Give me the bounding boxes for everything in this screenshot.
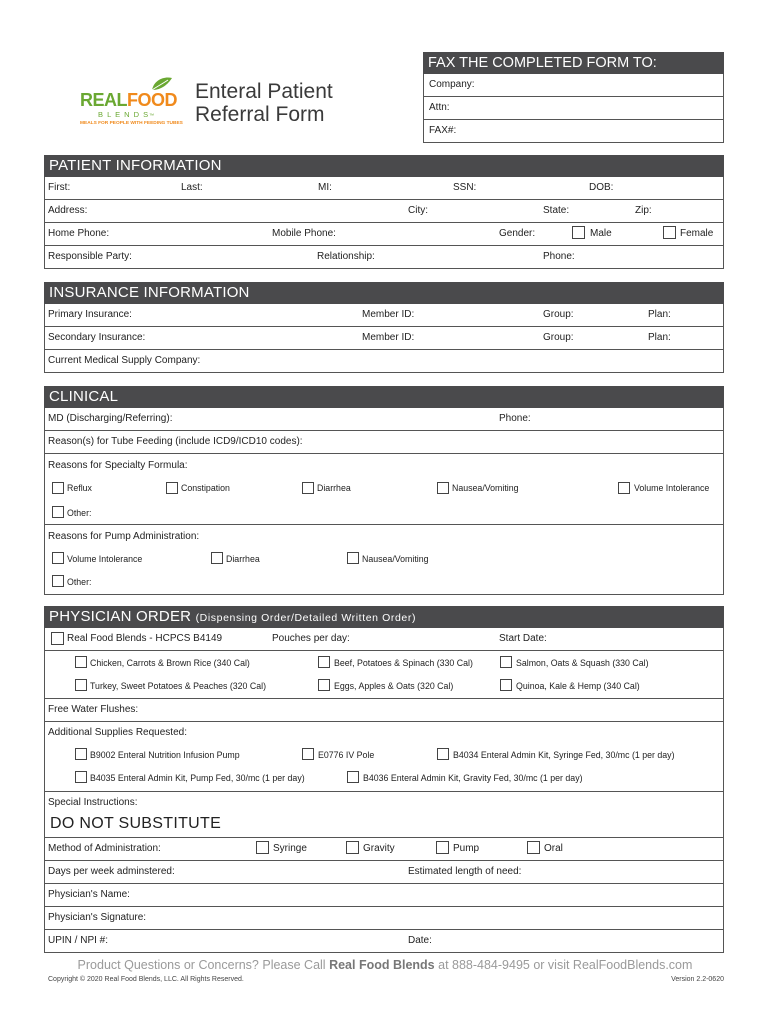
supply-e0776-checkbox[interactable] xyxy=(302,748,314,760)
product-row[interactable] xyxy=(44,628,724,651)
flavor-salmon-label: Salmon, Oats & Squash (330 Cal) xyxy=(516,658,649,668)
flavor-salmon-checkbox[interactable] xyxy=(500,656,512,668)
flavor-turkey-label: Turkey, Sweet Potatoes & Peaches (320 Cal) xyxy=(90,681,267,691)
supplies-block xyxy=(44,722,724,792)
footer-brand: Real Food Blends xyxy=(329,958,435,972)
supply-e0776-label: E0776 IV Pole xyxy=(318,750,375,760)
water-flush-row[interactable] xyxy=(44,699,724,722)
pump-other-label: Other: xyxy=(67,577,92,587)
specialty-formula-block xyxy=(44,454,724,525)
copyright-text: Copyright © 2020 Real Food Blends, LLC. All Rights Reserved. xyxy=(48,976,244,983)
length-of-need-label: Estimated length of need: xyxy=(408,866,522,877)
patient-address-row[interactable] xyxy=(44,200,724,223)
patient-info-heading: PATIENT INFORMATION xyxy=(44,155,724,177)
supply-b4034-checkbox[interactable] xyxy=(437,748,449,760)
fax-number-label: FAX#: xyxy=(429,125,457,136)
supply-b4036-label: B4036 Enteral Admin Kit, Gravity Fed, 30/mc (1 per day) xyxy=(363,773,583,783)
physician-name-label: Physician's Name: xyxy=(48,889,130,900)
tube-feeding-reasons-label: Reason(s) for Tube Feeding (include ICD9/ICD10 codes): xyxy=(48,436,303,447)
reflux-label: Reflux xyxy=(67,483,92,493)
insurance-info-heading: INSURANCE INFORMATION xyxy=(44,282,724,304)
city-label: City: xyxy=(408,205,428,216)
state-label: State: xyxy=(543,205,570,216)
flavor-chicken-checkbox[interactable] xyxy=(75,656,87,668)
product-label: Real Food Blends - HCPCS B4149 xyxy=(67,633,223,644)
diarrhea-checkbox[interactable] xyxy=(302,482,314,494)
fax-company-label: Company: xyxy=(429,79,475,90)
logo-tm: ™ xyxy=(149,113,156,119)
md-phone-label: Phone: xyxy=(499,413,531,424)
first-name-label: First: xyxy=(48,182,71,193)
primary-group-label: Group: xyxy=(543,309,574,320)
constipation-checkbox[interactable] xyxy=(166,482,178,494)
upin-row[interactable] xyxy=(44,930,724,953)
dob-label: DOB: xyxy=(589,182,614,193)
flavor-eggs-checkbox[interactable] xyxy=(318,679,330,691)
physician-signature-row[interactable] xyxy=(44,907,724,930)
md-row[interactable] xyxy=(44,408,724,431)
secondary-insurance-row[interactable] xyxy=(44,327,724,350)
water-flush-label: Free Water Flushes: xyxy=(48,704,139,715)
product-checkbox[interactable] xyxy=(51,632,64,645)
specialty-other-label: Other: xyxy=(67,508,92,518)
address-label: Address: xyxy=(48,205,88,216)
primary-insurance-row[interactable] xyxy=(44,304,724,327)
method-pump-label: Pump xyxy=(453,843,480,854)
volume-intolerance-label: Volume Intolerance xyxy=(634,483,710,493)
flavor-beef-checkbox[interactable] xyxy=(318,656,330,668)
method-oral-label: Oral xyxy=(544,843,563,854)
flavor-beef-label: Beef, Potatoes & Spinach (330 Cal) xyxy=(334,658,473,668)
fax-company-field[interactable] xyxy=(423,74,724,97)
physician-order-title: PHYSICIAN ORDER xyxy=(49,608,192,625)
logo-word-food: FOOD xyxy=(127,90,177,110)
reflux-checkbox[interactable] xyxy=(52,482,64,494)
logo-word-blends: B L E N D S xyxy=(98,110,150,119)
zip-label: Zip: xyxy=(635,205,652,216)
diarrhea-label: Diarrhea xyxy=(317,483,351,493)
supply-b4035-checkbox[interactable] xyxy=(75,771,87,783)
method-gravity-label: Gravity xyxy=(363,843,395,854)
pump-other-checkbox[interactable] xyxy=(52,575,64,587)
supplies-label: Additional Supplies Requested: xyxy=(48,727,187,738)
fax-attn-field[interactable] xyxy=(423,97,724,120)
gender-label: Gender: xyxy=(499,228,536,239)
mi-label: MI: xyxy=(318,182,332,193)
method-syringe-label: Syringe xyxy=(273,843,307,854)
pump-admin-block xyxy=(44,525,724,595)
fax-heading: FAX THE COMPLETED FORM TO: xyxy=(423,52,724,74)
footer-contact-prefix: Product Questions or Concerns? Please Call xyxy=(77,958,330,972)
patient-name-row[interactable] xyxy=(44,177,724,200)
supply-b4036-checkbox[interactable] xyxy=(347,771,359,783)
secondary-member-id-label: Member ID: xyxy=(362,332,415,343)
method-pump-checkbox[interactable] xyxy=(436,841,449,854)
physician-name-row[interactable] xyxy=(44,884,724,907)
primary-member-id-label: Member ID: xyxy=(362,309,415,320)
clinical-heading: CLINICAL xyxy=(44,386,724,408)
female-checkbox[interactable] xyxy=(663,226,676,239)
relationship-label: Relationship: xyxy=(317,251,375,262)
fax-attn-label: Attn: xyxy=(429,102,450,113)
home-phone-label: Home Phone: xyxy=(48,228,110,239)
do-not-substitute-text: DO NOT SUBSTITUTE xyxy=(50,815,222,832)
logo-word-real: REAL xyxy=(80,90,127,110)
supply-company-label: Current Medical Supply Company: xyxy=(48,355,201,366)
physician-order-subtitle: (Dispensing Order/Detailed Written Order) xyxy=(195,612,417,624)
secondary-plan-label: Plan: xyxy=(648,332,671,343)
flavors-block xyxy=(44,651,724,699)
supply-company-row[interactable] xyxy=(44,350,724,373)
tube-feeding-reasons-row[interactable] xyxy=(44,431,724,454)
physician-signature-label: Physician's Signature: xyxy=(48,912,147,923)
method-label: Method of Administration: xyxy=(48,843,161,854)
method-gravity-checkbox[interactable] xyxy=(346,841,359,854)
supply-b4034-label: B4034 Enteral Admin Kit, Syringe Fed, 30/mc (1 per day) xyxy=(453,750,675,760)
form-title-line1: Enteral Patient xyxy=(195,80,333,103)
constipation-label: Constipation xyxy=(181,483,230,493)
pump-volume-label: Volume Intolerance xyxy=(67,554,143,564)
special-instructions-label: Special Instructions: xyxy=(48,797,138,808)
secondary-group-label: Group: xyxy=(543,332,574,343)
company-logo xyxy=(80,80,190,128)
pouches-label: Pouches per day: xyxy=(272,633,350,644)
fax-number-field[interactable] xyxy=(423,120,724,143)
physician-order-heading xyxy=(44,606,724,628)
method-syringe-checkbox[interactable] xyxy=(256,841,269,854)
ssn-label: SSN: xyxy=(453,182,477,193)
specialty-formula-label: Reasons for Specialty Formula: xyxy=(48,460,188,471)
pump-nausea-checkbox[interactable] xyxy=(347,552,359,564)
flavor-eggs-label: Eggs, Apples & Oats (320 Cal) xyxy=(334,681,454,691)
mobile-phone-label: Mobile Phone: xyxy=(272,228,336,239)
nausea-checkbox[interactable] xyxy=(437,482,449,494)
flavor-quinoa-label: Quinoa, Kale & Hemp (340 Cal) xyxy=(516,681,640,691)
primary-plan-label: Plan: xyxy=(648,309,671,320)
pump-volume-checkbox[interactable] xyxy=(52,552,64,564)
method-row[interactable] xyxy=(44,838,724,861)
days-row[interactable] xyxy=(44,861,724,884)
upin-label: UPIN / NPI #: xyxy=(48,935,109,946)
nausea-label: Nausea/Vomiting xyxy=(452,483,519,493)
supply-b9002-checkbox[interactable] xyxy=(75,748,87,760)
specialty-other-checkbox[interactable] xyxy=(52,506,64,518)
pump-diarrhea-label: Diarrhea xyxy=(226,554,260,564)
footer-contact xyxy=(0,958,770,972)
responsible-party-label: Responsible Party: xyxy=(48,251,132,262)
special-instructions-block[interactable] xyxy=(44,792,724,838)
method-oral-checkbox[interactable] xyxy=(527,841,540,854)
last-name-label: Last: xyxy=(181,182,203,193)
flavor-turkey-checkbox[interactable] xyxy=(75,679,87,691)
footer-contact-suffix: at 888-484-9495 or visit RealFoodBlends.com xyxy=(434,958,693,972)
responsible-phone-label: Phone: xyxy=(543,251,575,262)
male-checkbox[interactable] xyxy=(572,226,585,239)
form-title-line2: Referral Form xyxy=(195,103,325,126)
md-label: MD (Discharging/Referring): xyxy=(48,413,173,424)
start-date-label: Start Date: xyxy=(499,633,547,644)
flavor-chicken-label: Chicken, Carrots & Brown Rice (340 Cal) xyxy=(90,658,250,668)
male-label: Male xyxy=(590,228,612,239)
logo-tagline: MEALS FOR PEOPLE WITH FEEDING TUBES xyxy=(80,121,183,126)
primary-insurance-label: Primary Insurance: xyxy=(48,309,132,320)
days-label: Days per week adminstered: xyxy=(48,866,175,877)
patient-responsible-row[interactable] xyxy=(44,246,724,269)
female-label: Female xyxy=(680,228,714,239)
supply-b9002-label: B9002 Enteral Nutrition Infusion Pump xyxy=(90,750,240,760)
version-text: Version 2.2-0620 xyxy=(671,976,724,983)
secondary-insurance-label: Secondary Insurance: xyxy=(48,332,146,343)
pump-nausea-label: Nausea/Vomiting xyxy=(362,554,429,564)
patient-phone-row[interactable] xyxy=(44,223,724,246)
pump-admin-label: Reasons for Pump Administration: xyxy=(48,531,200,542)
pump-diarrhea-checkbox[interactable] xyxy=(211,552,223,564)
signature-date-label: Date: xyxy=(408,935,432,946)
flavor-quinoa-checkbox[interactable] xyxy=(500,679,512,691)
volume-intolerance-checkbox[interactable] xyxy=(618,482,630,494)
supply-b4035-label: B4035 Enteral Admin Kit, Pump Fed, 30/mc (1 per day) xyxy=(90,773,305,783)
